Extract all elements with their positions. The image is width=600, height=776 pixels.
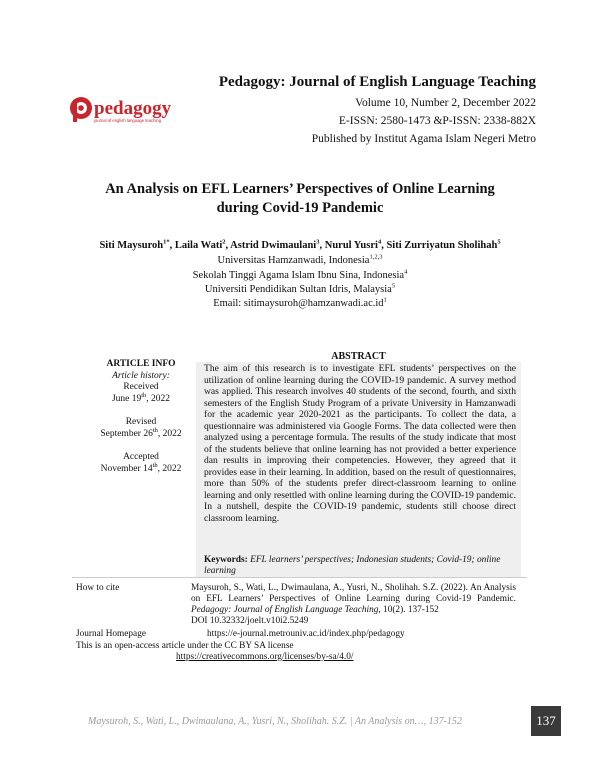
affiliation-1: Universitas Hamzanwadi, Indonesia$^{1,2,3}$ [217,253,383,266]
journal-homepage-link[interactable]: https://e-journal.metrouniv.ac.id/index.php/pedagogy [207,629,405,639]
author-5: Siti Zurriyatun Sholihah$^5$ [386,238,501,251]
author-2: Laila Wati$^2$, [174,238,231,251]
revised-label: Revised [125,417,157,427]
journal-volume: Volume 10, Number 2, December 2022 [355,97,536,109]
affiliation-3: Universiti Pendidikan Sultan Idris, Malaysia$^5$ [204,282,396,295]
license-text: This is an open-access article under the CC BY SA license [76,641,294,651]
author-list [0,240,600,251]
author-email: Email: $sitimaysuroh@hamzanwadi.ac.id^1$ [213,296,387,309]
abstract-heading: ABSTRACT [331,351,386,362]
journal-homepage-label: Journal Homepage [76,629,146,639]
logo-text: pedagogy [94,98,172,119]
keywords-list: EFL learners’ perspectives; Indonesian students; Covid-19; online learning [204,555,501,576]
accepted-label: Accepted [123,452,159,462]
journal-logo [70,92,182,124]
page-number: 137 [531,706,561,736]
logo-mark-icon [70,97,92,122]
article-info [86,352,196,572]
article-history-label: Article history: [112,370,170,381]
received-date: June 19th, 2022 [111,391,171,404]
author-1: Siti Maysuroh$^{1*}$, [99,238,175,251]
keywords [204,555,516,577]
journal-issn: E-ISSN: 2580-1473 &P-ISSN: 2338-882X [338,115,536,127]
keywords-label: Keywords: [204,555,248,565]
abstract-text: The aim of this research is to investigate EFL students’ perspectives on the utilization of online learning during the COVID-19 pandemic. A survey method was applied. This research involves 40 students of the second, fourth, and sixth semesters of the English Study Program of a private University in Hamzanwadi for the academic year 2020-2021 as the participants. To collect the data, a questionnaire was administered via Google Forms. The data collected were then analyzed using a percentage formula. The results of the study indicate that most of the students believe that online learning has not provided a better experience dan results in improving their competencies. However, they agreed that it provides ease in their learning. In addition, based on the result of questionnaires, more than 50% of the students prefer direct-classroom learning to online learning and only resettled with online learning during the COVID-19 pandemic. In a nutshell, despite the COVID-19 pandemic, students still choose direct classroom learning. [204,363,516,524]
accepted-date: November 14th, 2022 [100,461,182,474]
citation-doi: DOI 10.32332/joelt.v10i2.5249 [191,616,309,626]
logo-tagline: journal of english language teaching [94,118,162,123]
how-to-cite-label: How to cite [76,583,120,593]
author-3: Astrid Dwimaulani$^3$, [230,238,325,251]
paper-title-line-2: during Covid-19 Pandemic [216,200,384,216]
revised-date: September 26th, 2022 [100,426,182,439]
affiliation-2: Sekolah Tinggi Agama Islam Ibnu Sina, Indonesia$^4$ [192,268,408,281]
journal-title: Pedagogy: Journal of English Language Teaching [218,74,536,90]
running-footer: Maysuroh, S., Wati, L., Dwimaulana, A., Yusri, N., Sholihah. S.Z. | An Analysis on…, 137-152 [88,716,462,727]
article-info-heading: ARTICLE INFO [106,359,176,369]
license-link[interactable]: https://creativecommons.org/licenses/by-sa/4.0/ [176,652,354,662]
journal-publisher: Published by Institut Agama Islam Negeri Metro [311,133,536,145]
paper-title [0,180,600,218]
citation-text: Maysuroh, S., Wati, L., Dwimaulana, A., Yusri, N., Sholihah. S.Z. (2022). An Analysis on EFL Learners’ Perspectives of Online Learning during Covid-19 Pandemic. Pedagogy: Journal of English Language Teaching, 10(2). 137-152 DOI 10.32332/joelt.v10i2.5249 [191,583,516,626]
author-4: Nurul Yusri$^4$, [324,238,387,251]
paper-title-line-1: An Analysis on EFL Learners’ Perspectives of Online Learning [105,181,495,197]
received-label: Received [123,382,159,392]
